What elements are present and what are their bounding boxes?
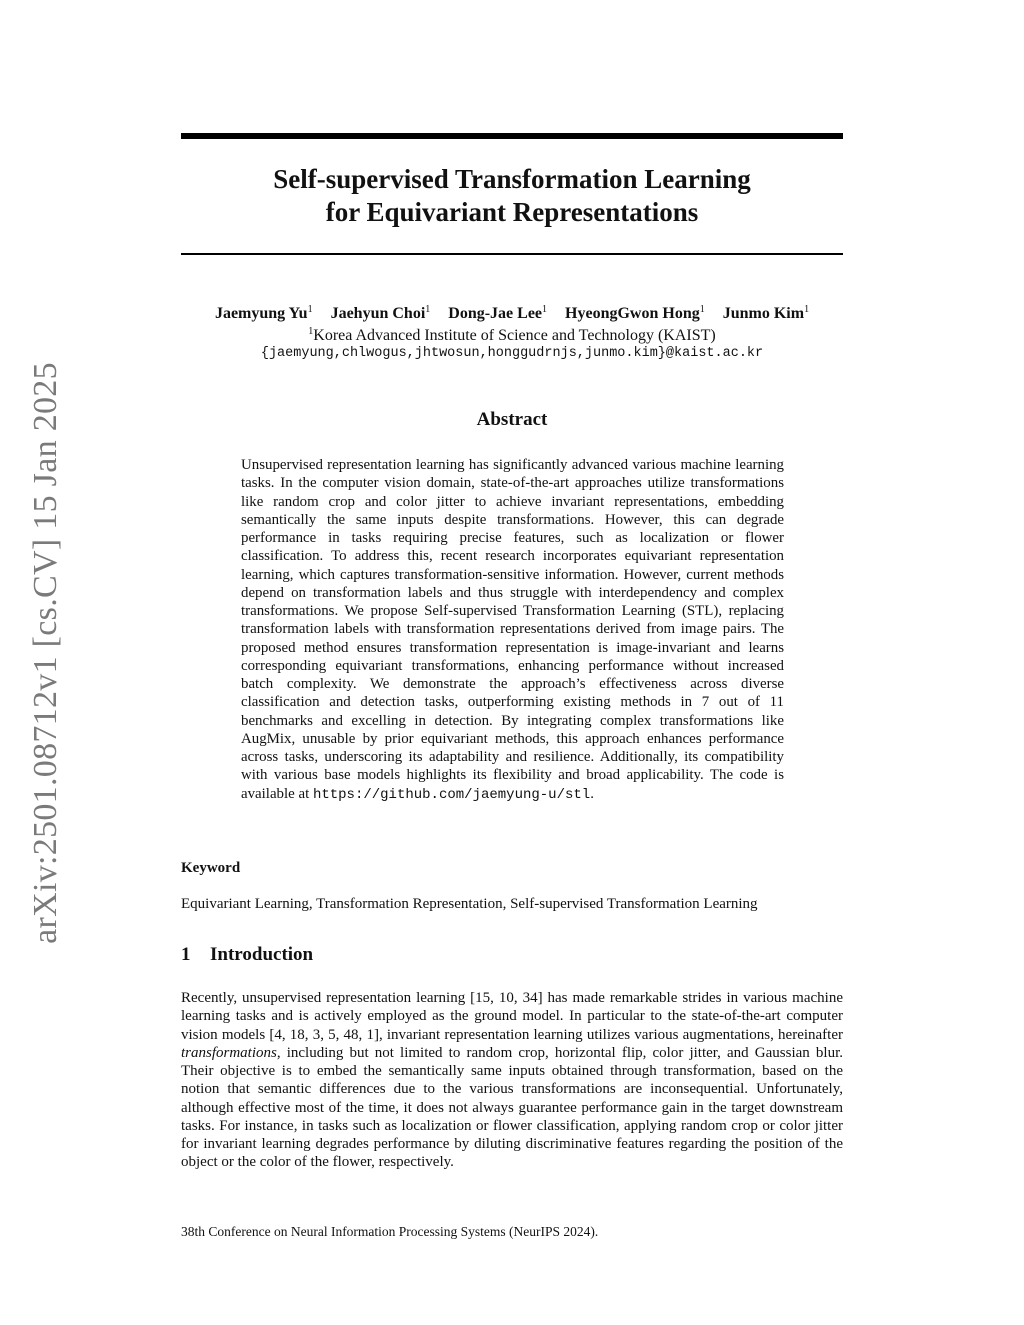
title-line-2: for Equivariant Representations bbox=[325, 197, 699, 227]
author-affiliation-mark: 1 bbox=[699, 304, 705, 315]
abstract-text: Unsupervised representation learning has significantly advanced various machine learning tasks. In the computer vision domain, state-of-the-art approaches utilize transformations like random crop and color jitter to achieve invariant representations, embedding semantically the same inputs despite transformations. However, this can degrade performance in tasks requiring precise features, such as localization or flower classification. To address this, recent research incorporates equivariant representation learning, which captures transformation-sensitive information. However, current methods depend on transformation labels and thus struggle with interdependency and complex transformations. We propose Self-supervised Transformation Learning (STL), replacing transformation labels with transformation representations derived from image pairs. The proposed method ensures transformation representation is image-invariant and learns corresponding equivariant transformations, enhancing performance without increased batch complexity. We demonstrate the approach’s effectiveness across diverse classification and detection tasks, outperforming existing methods in 7 out of 11 benchmarks and excelling in detection. By integrating complex transformations like AugMix, unusable by prior equivariant methods, this approach enhances performance across tasks, underscoring its adaptability and resilience. Additionally, its compatibility with various base models highlights its flexibility and broad applicability. The code is available at bbox=[241, 457, 784, 802]
affiliation-mark: 1 bbox=[308, 326, 314, 337]
keyword-heading: Keyword bbox=[181, 860, 241, 876]
author-name: Jaehyun Choi bbox=[330, 305, 426, 322]
author-affiliation-mark: 1 bbox=[804, 304, 810, 315]
intro-text-after: , including but not limited to random crop, horizontal flip, color jitter, and Gaussian blur. Their objective is to embed the semantically same inputs obtained through transformation, based on the notion that semantic differences due to the various transformations are inconsequential. Unfortunately, although effective most of the time, it does not always guarantee performance gain in the target downstream tasks. For instance, in tasks such as localization or flower classification, applying random crop or color jitter for invariant learning degrades performance by diluting discriminative features regarding the position of the object or the color of the flower, respectively. bbox=[181, 1044, 843, 1171]
intro-emphasis: transformations bbox=[181, 1044, 277, 1061]
abstract-heading: Abstract bbox=[476, 409, 548, 430]
conference-footnote: 38th Conference on Neural Information Processing Systems (NeurIPS 2024). bbox=[181, 1224, 599, 1239]
author-affiliation-mark: 1 bbox=[542, 304, 548, 315]
title-line-1: Self-supervised Transformation Learning bbox=[273, 164, 751, 194]
author bbox=[215, 305, 313, 322]
code-link[interactable]: https://github.com/jaemyung-u/stl bbox=[312, 786, 591, 803]
section-number: 1 bbox=[181, 944, 191, 965]
section-title: Introduction bbox=[210, 944, 314, 965]
title-rule-top bbox=[181, 133, 843, 139]
author-name: HyeongGwon Hong bbox=[565, 305, 700, 322]
author bbox=[565, 305, 705, 322]
abstract-body bbox=[241, 456, 784, 804]
author-name: Jaemyung Yu bbox=[214, 305, 308, 322]
introduction-paragraph bbox=[181, 989, 843, 1172]
affiliation bbox=[181, 322, 843, 346]
title-rule-bottom bbox=[181, 253, 843, 255]
author bbox=[723, 305, 809, 322]
keyword-list: Equivariant Learning, Transformation Representation, Self-supervised Transformation Learning bbox=[181, 896, 758, 912]
author-affiliation-mark: 1 bbox=[425, 304, 431, 315]
author-name: Junmo Kim bbox=[722, 305, 805, 322]
arxiv-stamp-text: arXiv:2501.08712v1 [cs.CV] 15 Jan 2025 bbox=[27, 361, 64, 944]
section-heading-introduction bbox=[181, 943, 313, 967]
author bbox=[448, 305, 547, 322]
author bbox=[331, 305, 431, 322]
author-emails: {jaemyung,chlwogus,jhtwosun,honggudrnjs,junmo.kim}@kaist.ac.kr bbox=[260, 346, 764, 361]
author-list bbox=[181, 300, 843, 324]
author-affiliation-mark: 1 bbox=[307, 304, 313, 315]
author-name: Dong-Jae Lee bbox=[448, 305, 543, 322]
intro-text-before: Recently, unsupervised representation learning [15, 10, 34] has made remarkable strides in various machine learning tasks and is actively employed as the ground model. In particular to the state-of-the-art computer vision models [4, 18, 3, 5, 48, 1], invariant representation learning utilizes various augmentations, hereinafter bbox=[181, 990, 843, 1043]
affiliation-text: Korea Advanced Institute of Science and Technology (KAIST) bbox=[313, 327, 716, 344]
abstract-end: . bbox=[590, 785, 594, 802]
arxiv-stamp bbox=[18, 360, 74, 945]
paper-title bbox=[181, 163, 843, 229]
